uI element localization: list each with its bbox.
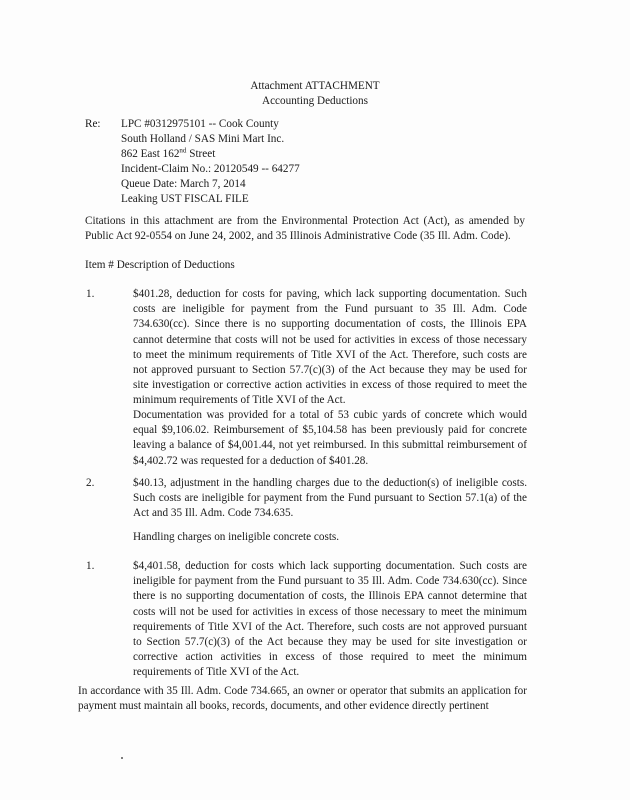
handling-note: Handling charges on ineligible concrete costs. [133, 531, 340, 543]
citations-paragraph: Citations in this attachment are from the Environmental Protection Act (Act), as amended by Public Act 92-0554 on June 24, 2002, and 35 Illinois Administrative Code (35 Ill. Adm. Code). [85, 215, 525, 243]
re-line-fiscal-file: Leaking UST FISCAL FILE [121, 193, 249, 206]
closing-paragraph: In accordance with 35 Ill. Adm. Code 734.665, an owner or operator that submits an application for payment must maintain all books, records, documents, and other evidence directly pertinent [78, 685, 527, 713]
deductions-heading: Item # Description of Deductions [85, 259, 235, 271]
re-line-street [121, 147, 300, 162]
street-ordinal: nd [179, 146, 187, 155]
item-number: 1. [86, 560, 95, 572]
document-title [0, 79, 630, 108]
title-line-1: Attachment ATTACHMENT [250, 80, 380, 92]
deduction-item-text: $40.13, adjustment in the handling charges due to the deduction(s) of ineligible costs. Such costs are ineligible for payment from the Fund pursuant to Section 57.1(a) of the Act and 35 Ill. Adm. Code 734.635. [133, 477, 527, 520]
re-line-site: South Holland / SAS Mini Mart Inc. [121, 133, 285, 146]
street-number: 862 East 162 [121, 148, 180, 161]
re-line-lpc: LPC #0312975101 -- Cook County [121, 118, 279, 130]
scan-speck [121, 757, 123, 759]
re-line-queue-date: Queue Date: March 7, 2014 [121, 178, 246, 191]
deduction-item-text: $4,401.58, deduction for costs which lack supporting documentation. Such costs are ineligible for payment from the Fund pursuant to 35 Ill. Adm. Code 734.630(cc). Since there is no supporting documentation of costs, the Illinois EPA cannot determine that costs will not be used for activities in excess of those necessary to meet the minimum requirements of Title XVI of the Act. Therefore, such costs are not approved pursuant to Section 57.7(c)(3) of the Act because they may be used for site investigation or corrective action activities in excess of those required to meet the minimum requirements of Title XVI of the Act. [133, 560, 527, 679]
deduction-item-text: $401.28, deduction for costs for paving, which lack supporting documentation. Such costs are ineligible for payment from the Fund pursuant to 35 Ill. Adm. Code 734.630(cc). Since there is no supporting documentation of costs, the Illinois EPA cannot determine that costs will not be used for activities in excess of those necessary to meet the minimum requirements of Title XVI of the Act. Therefore, such costs are not approved pursuant to Section 57.7(c)(3) of the Act because they may be used for site investigation or corrective action activities in excess of those required to meet the minimum requirements of Title XVI of the Act. [133, 288, 527, 407]
re-line-incident: Incident-Claim No.: 20120549 -- 64277 [121, 163, 300, 176]
re-block [121, 117, 300, 208]
re-label: Re: [85, 118, 101, 130]
street-suffix: Street [186, 148, 216, 161]
item-number: 2. [86, 477, 95, 489]
title-line-2: Accounting Deductions [262, 94, 368, 107]
item-number: 1. [86, 288, 95, 300]
documentation-note: Documentation was provided for a total of 53 cubic yards of concrete which would equal $9,106.02. Reimbursement of $5,104.58 has been previously paid for concrete leaving a balance of $4,001.44, not yet reimbursed. In this submittal reimbursement of $4,402.72 was requested for a deduction of $401.28. [133, 409, 527, 467]
